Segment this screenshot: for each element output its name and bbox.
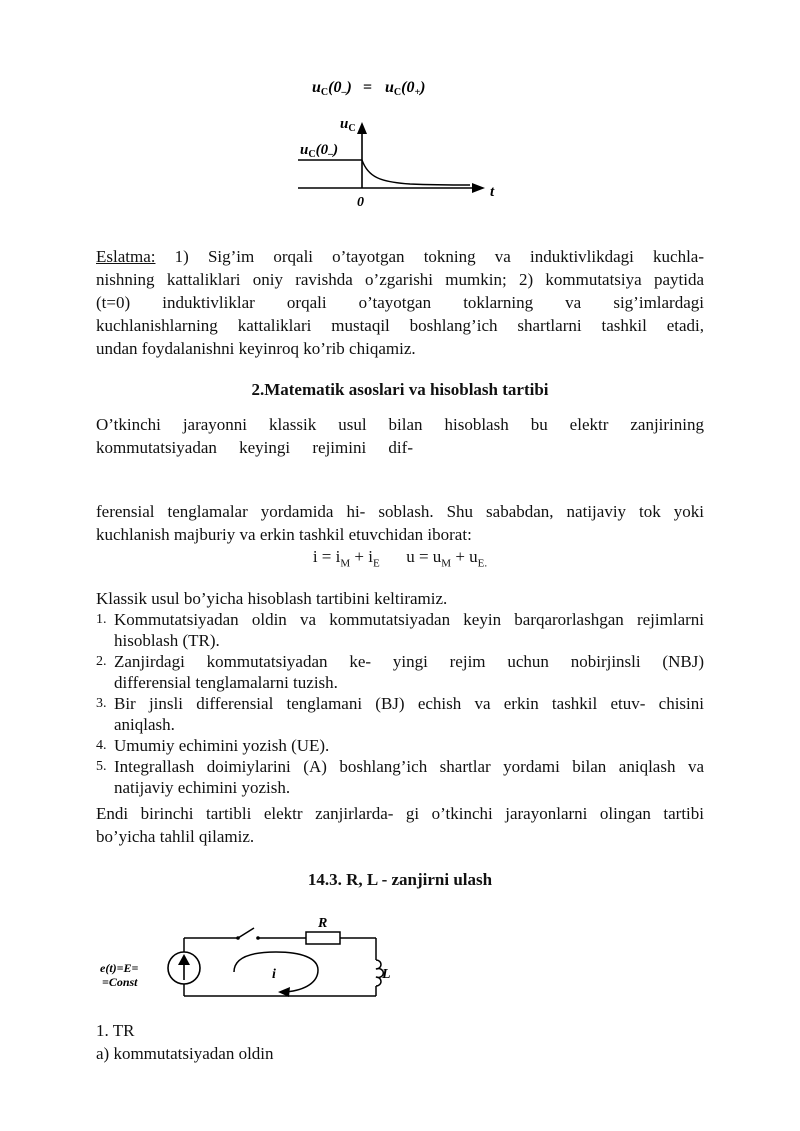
y-axis-label: $u_C$ bbox=[340, 116, 356, 134]
list-item: 2. Zanjirdagi kommutatsiyadan ke- yingi rejim uchun nobirjinsli (NBJ) differensial tenglamalarni tuzish. bbox=[96, 652, 704, 692]
closing-line-1: Endi birinchi tartibli elektr zanjirlarda- gi o’tkinchi jarayonlarni olingan tartibi bbox=[96, 804, 704, 823]
note-line-5: undan foydalanishni keyinroq ko’rib chiqamiz. bbox=[96, 339, 416, 358]
svg-text:uC(0+): uC(0+) bbox=[385, 79, 426, 98]
source-label-line-2: =Const bbox=[102, 975, 138, 989]
subsection-heading: 14.3. R, L - zanjirni ulash bbox=[307, 870, 493, 889]
note-label: Eslatma: bbox=[96, 247, 156, 266]
svg-text:uC(0–): uC(0–) bbox=[312, 79, 352, 98]
decomposition-formula: $i = i_M + i_E$ $u = u_M + u_{E.}$ bbox=[312, 547, 488, 570]
t-axis-label: t bbox=[490, 184, 495, 200]
resistor-label: R bbox=[318, 916, 328, 931]
section-heading: 2.Matematik asoslari va hisoblash tartibi bbox=[251, 380, 549, 399]
closing-line-2: bo’yicha tahlil qilamiz. bbox=[96, 827, 255, 846]
inductor-label: L bbox=[382, 967, 391, 982]
current-loop-arrow bbox=[234, 952, 318, 992]
svg-text:=: = bbox=[363, 79, 373, 96]
initial-level-label: $u_C(0_-)$ bbox=[300, 142, 339, 160]
list-item: 1. Kommutatsiyadan oldin va kommutatsiyadan keyin barqarorlashgan rejimlarni hisoblash (TR). bbox=[96, 610, 704, 650]
continuity-equation bbox=[312, 79, 426, 98]
switch bbox=[238, 928, 254, 938]
note-line-1: Eslatma: 1) Sig’im orqali o’tayotgan tokning va induktivlikdagi kuchla- bbox=[96, 247, 704, 266]
y-axis-arrow bbox=[357, 122, 367, 134]
tail-line-1: 1. TR bbox=[96, 1021, 135, 1040]
resistor bbox=[306, 932, 340, 944]
t-axis-arrow bbox=[472, 183, 485, 193]
list-item: 5. Integrallash doimiylarini (A) boshlang’ich shartlar yordami bilan aniqlash va natijaviy echimini yozish. bbox=[96, 757, 704, 797]
list-item: 3. Bir jinsli differensial tenglamani (BJ) echish va erkin tashkil etuv- chisini aniqlash. bbox=[96, 694, 704, 734]
steps-intro: Klassik usul bo’yicha hisoblash tartibini keltiramiz. bbox=[96, 589, 448, 608]
note-line-2: nishning kattaliklari oniy ravishda o’zgarishi mumkin; 2) kommutatsiya paytida bbox=[96, 270, 704, 289]
current-label: i bbox=[272, 967, 276, 982]
rl-circuit-diagram bbox=[96, 912, 396, 1008]
decay-curve bbox=[362, 160, 470, 185]
note-line-4: kuchlanishlarning kattaliklari mustaqil boshlang’ich shartlarni tashkil etadi, bbox=[96, 316, 704, 335]
capacitor-voltage-figure bbox=[290, 72, 510, 212]
para1-line-2: kommutatsiyadan keyingi rejimini dif- bbox=[96, 438, 413, 457]
para2-line-1: ferensial tenglamalar yordamida hi- soblash. Shu sababdan, natijaviy tok yoki bbox=[96, 502, 704, 521]
para2-line-2: kuchlanish majburiy va erkin tashkil etuvchidan iborat: bbox=[96, 525, 472, 544]
para1-line-1: O’tkinchi jarayonni klassik usul bilan hisoblash bu elektr zanjirining bbox=[96, 415, 704, 434]
source-label-line-1: e(t)=E= bbox=[100, 961, 139, 975]
steps-list bbox=[96, 609, 704, 798]
tail-line-2: a) kommutatsiyadan oldin bbox=[96, 1044, 274, 1063]
note-line-3: (t=0) induktivliklar orqali o’tayotgan toklarning va sig’imlardagi bbox=[96, 293, 704, 312]
origin-label: 0 bbox=[357, 195, 364, 210]
list-item: 4. Umumiy echimini yozish (UE). bbox=[96, 736, 330, 755]
